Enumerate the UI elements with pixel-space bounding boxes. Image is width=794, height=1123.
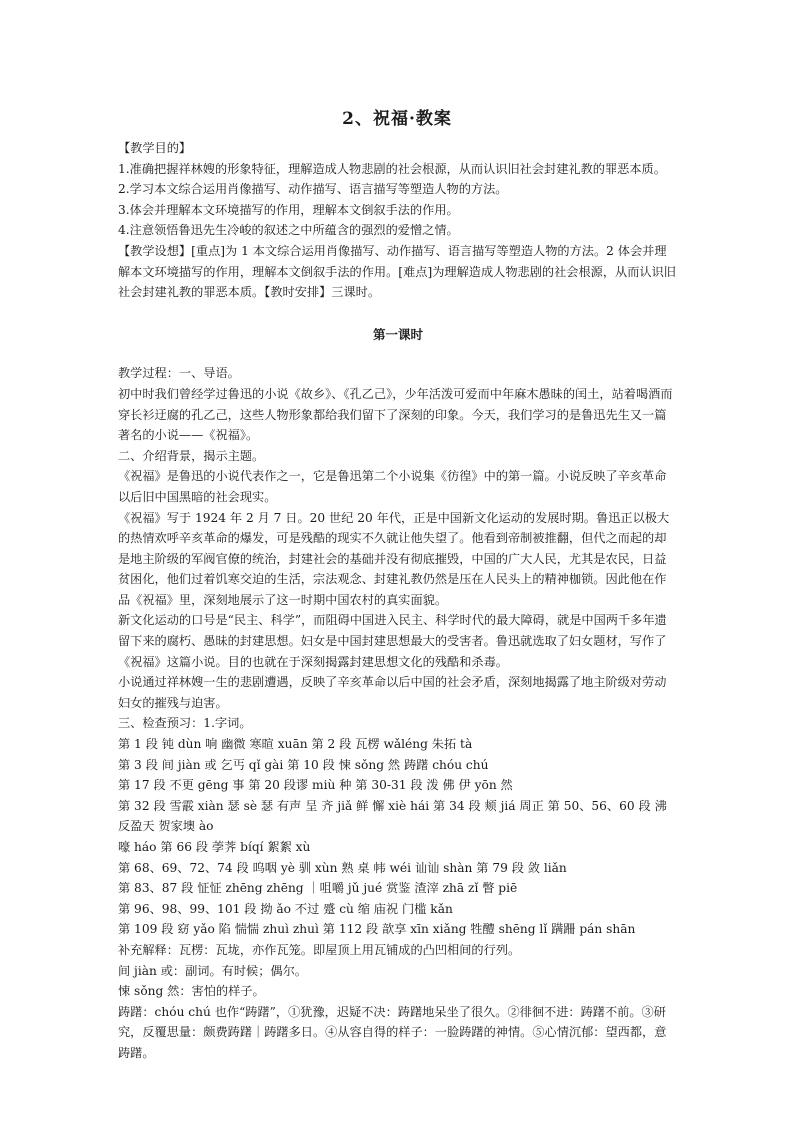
vocab-line: 第 109 段 窈 yǎo 陷 惴惴 zhuì zhuì 第 112 段 歆享 xīn xiǎng 牲醴 shēng lǐ 蹒跚 pán shān xyxy=(118,922,636,937)
vocab-line: 第 83、87 段 怔怔 zhēng zhēng ｜咀嚼 jǔ jué 赏鉴 渣滓 zhā zǐ 瞥 piē xyxy=(118,881,518,896)
vocab-line: 第 68、69、72、74 段 呜咽 yè 驯 xùn 熟 桌 帏 wéi 讪讪 shàn 第 79 段 敛 liǎn xyxy=(118,860,567,875)
body-paragraph: 《祝福》是鲁迅的小说代表作之一，它是鲁迅第二个小说集《彷徨》中的第一篇。小说反映了辛亥革命以后旧中国黑暗的社会现实。 xyxy=(118,469,667,504)
vocab-line: 第 3 段 间 jiàn 或 乞丐 qǐ gài 第 10 段 悚 sǒng 然 踌躇 chóu chú xyxy=(118,757,489,772)
vocab-line: 补充解释：瓦楞：瓦垅，亦作瓦笼。即屋顶上用瓦铺成的凸凹相间的行列。 xyxy=(118,942,521,957)
objective-item: 4.注意领悟鲁迅先生冷峻的叙述之中所蕴含的强烈的爱憎之情。 xyxy=(118,223,459,238)
explanation-line: 悚 sǒng 然：害怕的样子。 xyxy=(118,984,265,999)
vocab-line: 第 1 段 钝 dùn 响 幽微 寒暄 xuān 第 2 段 瓦楞 wǎléng 朱拓 tà xyxy=(118,737,473,752)
lesson-heading: 第一课时 xyxy=(372,326,423,342)
objective-item: 1.准确把握祥林嫂的形象特征，理解造成人物悲剧的社会根源，从而认识旧社会封建礼教的罪恶本质。 xyxy=(118,161,666,176)
body-paragraph: 《祝福》写于 1924 年 2 月 7 日。20 世纪 20 年代，正是中国新文化运动的发展时期。鲁迅正以极大的热情欢呼辛亥革命的爆发，可是残酷的现实不久就让他失望了。他看到帝制被推翻，但代之而起的却是地主阶级的军阀官僚的统治，封建社会的基础并没有彻底摧毁，中国的广大人民，尤其是农民，日益贫困化，他们过着饥寒交迫的生活，宗法观念、封建礼教仍然是压在人民头上的精神枷锁。因此他在作品《祝福》里，深刻地展示了这一时期中国农村的真实面貌。 xyxy=(118,510,670,607)
document-body xyxy=(118,138,678,1064)
body-paragraph: 二、介绍背景，揭示主题。 xyxy=(118,448,265,463)
body-paragraph: 新文化运动的口号是“民主、科学”，而阻碍中国进入民主、科学时代的最大障碍，就是中国两千多年遗留下来的腐朽、愚昧的封建思想。妇女是中国封建思想最大的受害者。鲁迅就选取了妇女题材，写作了《祝福》这篇小说。目的也就在于深刻揭露封建思想文化的残酷和杀毒。 xyxy=(118,613,667,669)
explanation-line: 踌躇：chóu chú 也作“踌躇”，①犹豫，迟疑不决：踌躇地呆坐了很久。②徘徊不进：踌躇不前。③研究，反覆思量：颇费踌躇｜踌躇多日。④从容自得的样子：一脸踌躇的神情。⑤心情沉郁：望西都，意踌躇。 xyxy=(118,1004,667,1060)
objective-item: 3.体会并理解本文环境描写的作用，理解本文倒叙手法的作用。 xyxy=(118,202,459,217)
body-paragraph: 三、检查预习：1.字词。 xyxy=(118,716,252,731)
objectives-heading: 【教学目的】 xyxy=(118,141,192,155)
vocab-line: 嚎 háo 第 66 段 荸荠 bíqí 絮絮 xù xyxy=(118,840,311,854)
vocab-line: 第 96、98、99、101 段 拗 ǎo 不过 蹙 cù 缩 庙祝 门槛 kǎn xyxy=(118,901,453,916)
body-paragraph: 初中时我们曾经学过鲁迅的小说《故乡》、《孔乙己》，少年活泼可爱而中年麻木愚昧的闰土，站着喝酒而穿长衫迂腐的孔乙己，这些人物形象都给我们留下了深刻的印象。今天，我们学习的是鲁迅先生又一篇著名的小说——《祝福》。 xyxy=(118,386,673,443)
explanation-line: 间 jiàn 或：副词。有时候；偶尔。 xyxy=(118,963,307,978)
body-paragraph: 教学过程：一、导语。 xyxy=(118,366,240,381)
design-paragraph: 【教学设想】[重点]为 1 本文综合运用肖像描写、动作描写、语言描写等塑造人物的方法。2 体会并理解本文环境描写的作用，理解本文倒叙手法的作用。[难点]为理解造成人物悲剧的社会根源，从而认识旧社会封建礼教的罪恶本质。【教时安排】三课时。 xyxy=(118,243,676,300)
page-title: 2、祝福·教案 xyxy=(342,109,452,129)
objective-item: 2.学习本文综合运用肖像描写、动作描写、语言描写等塑造人物的方法。 xyxy=(118,182,508,197)
body-paragraph: 小说通过祥林嫂一生的悲剧遭遇，反映了辛亥革命以后中国的社会矛盾，深刻地揭露了地主阶级对劳动妇女的摧残与迫害。 xyxy=(118,675,667,710)
vocab-line: 第 32 段 雪霰 xiàn 瑟 sè 瑟 有声 呈 齐 jiǎ 鲜 懈 xiè hái 第 34 段 颊 jiá 周正 第 50、56、60 段 沸反盈天 贺家墺 ào xyxy=(118,798,667,834)
vocab-line: 第 17 段 不更 gēng 事 第 20 段谬 miù 种 第 30-31 段 泼 佛 伊 yōn 然 xyxy=(118,778,513,793)
